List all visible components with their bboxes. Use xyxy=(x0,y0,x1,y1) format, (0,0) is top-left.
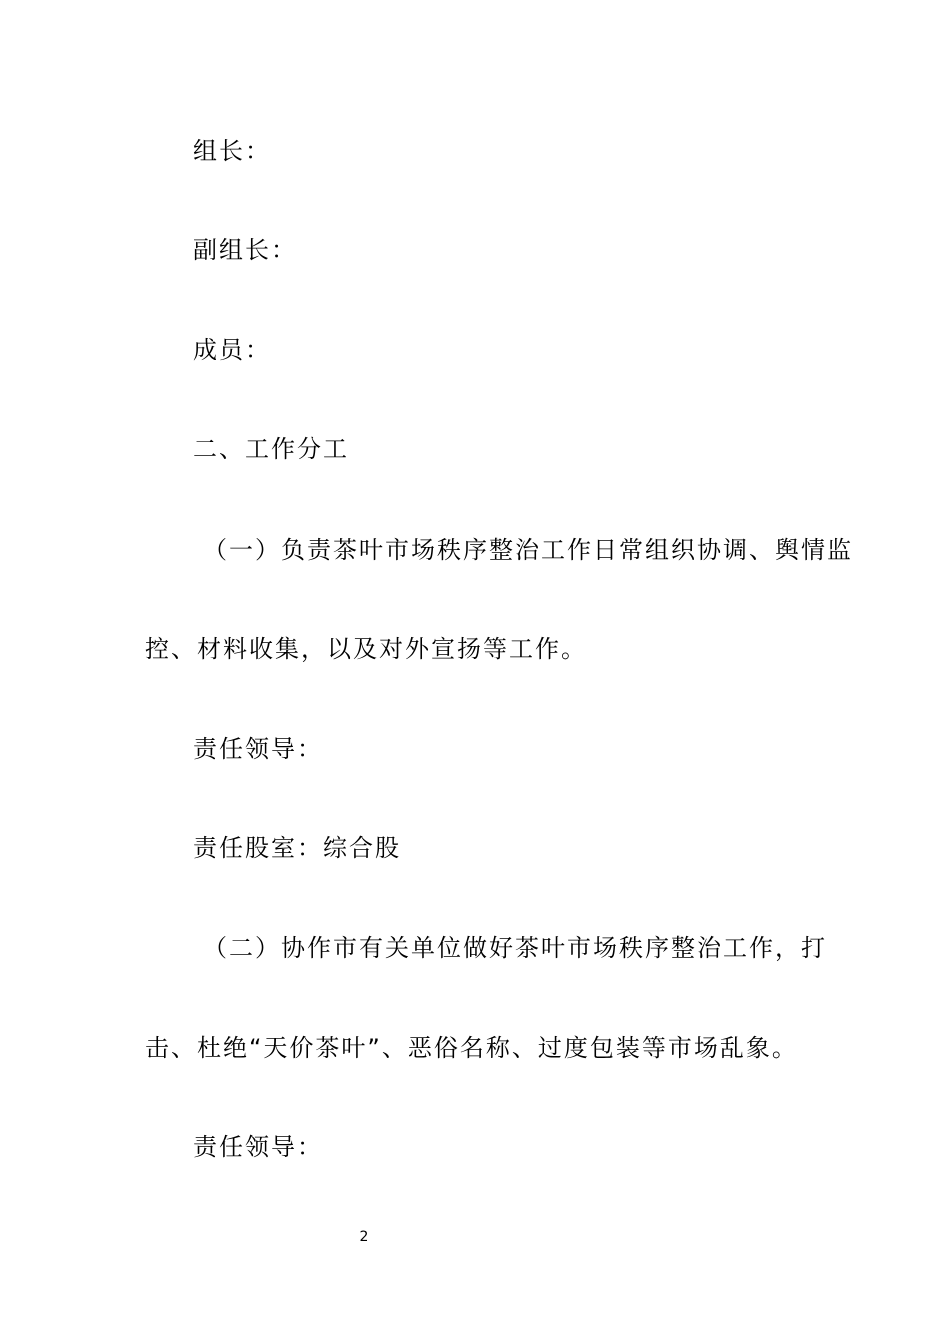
page-number: 2 xyxy=(359,1229,369,1245)
paragraph-two-line-one: （二）协作市有关单位做好茶叶市场秩序整治工作，打 xyxy=(203,934,827,962)
responsible-leader-line: 责任领导： xyxy=(193,735,323,763)
section-heading: 二、工作分工 xyxy=(193,435,349,463)
deputy-leader-line: 副组长： xyxy=(193,236,297,264)
paragraph-one-line-one: （一）负责茶叶市场秩序整治工作日常组织协调、舆情监 xyxy=(203,536,853,564)
responsible-office-line: 责任股室：综合股 xyxy=(193,834,401,862)
paragraph-one-line-two: 控、材料收集，以及对外宣扬等工作。 xyxy=(145,635,587,663)
team-leader-line: 组长： xyxy=(193,137,271,165)
paragraph-two-line-two: 击、杜绝“天价茶叶”、恶俗名称、过度包装等市场乱象。 xyxy=(145,1034,798,1062)
members-line: 成员： xyxy=(193,336,271,364)
responsible-leader-line-2: 责任领导： xyxy=(193,1133,323,1161)
